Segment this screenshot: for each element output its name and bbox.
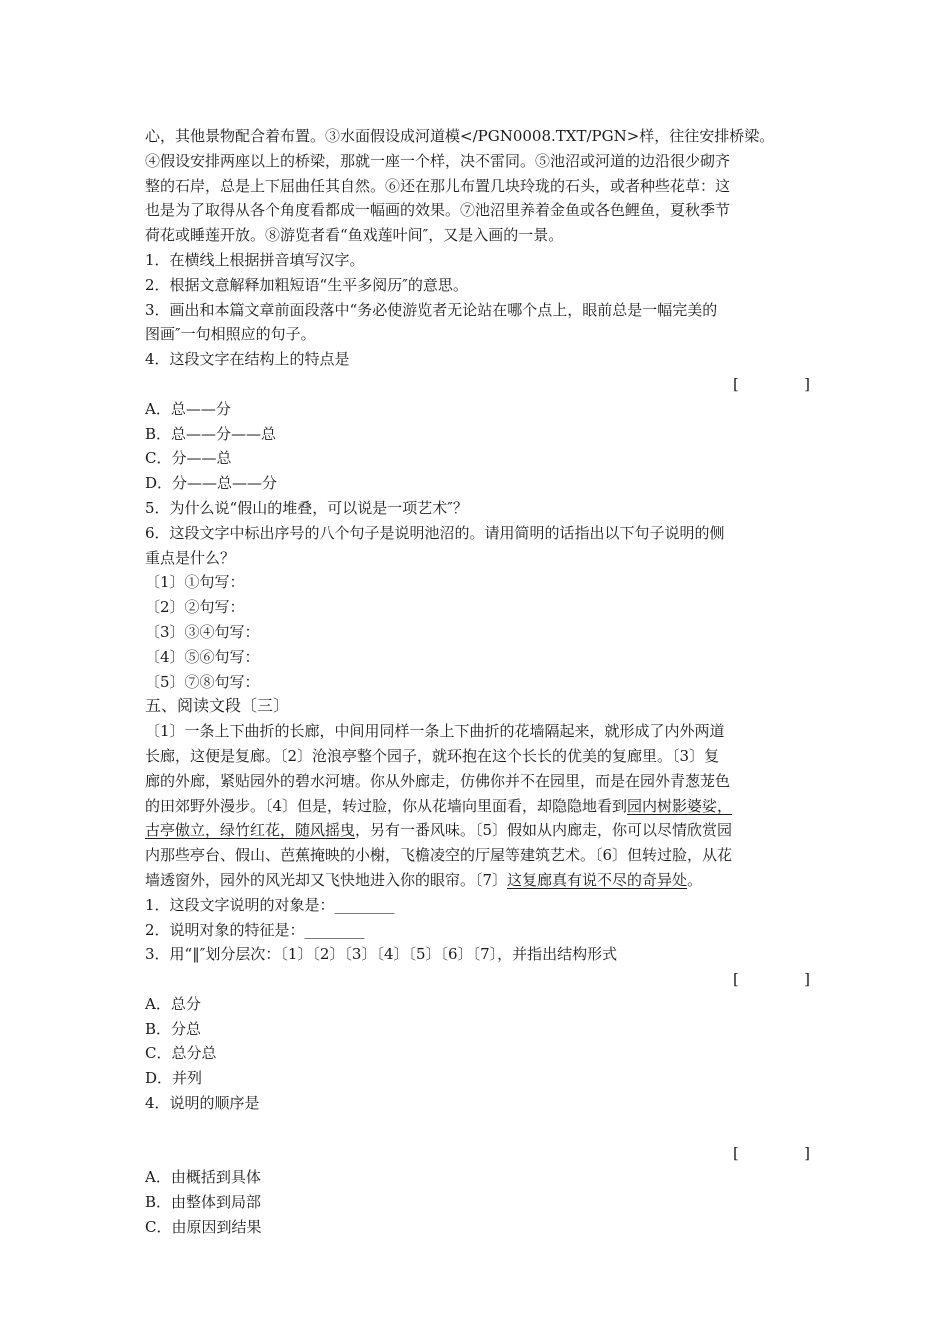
paragraph-line: ④假设安排两座以上的桥梁，那就一座一个样，决不雷同。⑤池沼或河道的边沿很少砌齐 xyxy=(145,151,731,170)
option: C．总分总 xyxy=(145,1044,217,1063)
option: B．总——分——总 xyxy=(145,424,277,443)
sub-question: 〔3〕③④句写： xyxy=(145,622,260,641)
option: D．分——总——分 xyxy=(145,474,278,493)
bracket-open: [ xyxy=(733,970,739,989)
paragraph-line: 整的石岸，总是上下屈曲任其自然。⑥还在那儿布置几块玲珑的石头，或者种些花草：这 xyxy=(145,176,731,195)
option: B．分总 xyxy=(145,1019,202,1038)
question-6-line-a: 6．这段文字中标出序号的八个句子是说明池沼的。请用简明的话指出以下句子说明的侧 xyxy=(145,523,725,542)
question-6-line-b: 重点是什么？ xyxy=(145,548,236,567)
question-2: 2．说明对象的特征是：________ xyxy=(145,920,365,939)
passage-text: ，另有一番风味。〔5〕假如从内廊走，你可以尽情欣赏园 xyxy=(355,821,733,840)
question-3-line-a: 3．画出和本篇文章前面段落中“务必使游览者无论站在哪个点上，眼前总是一幅完美的 xyxy=(145,300,718,319)
passage-line: 长廊，这便是复廊。〔2〕沧浪亭整个园子，就环抱在这个长长的优美的复廊里。〔3〕复 xyxy=(145,746,720,765)
paragraph-line: 心，其他景物配合着布置。③水面假设成河道模</PGN0008.TXT/PGN>样，往往安排桥梁。 xyxy=(145,127,775,145)
answer-bracket xyxy=(145,1141,810,1166)
passage-text: 的田郊野外漫步。〔4〕但是，转过脸，你从花墙向里面看，却隐隐地看到 xyxy=(145,796,628,815)
option: A．由概括到具体 xyxy=(145,1168,261,1187)
passage-text: 。 xyxy=(687,870,703,889)
bracket-close: ] xyxy=(804,970,810,989)
section-title: 五、阅读文段〔三〕 xyxy=(145,696,290,716)
passage-line: 内那些亭台、假山、芭蕉掩映的小榭，飞檐凌空的厅屋等建筑艺术。〔6〕但转过脸，从花 xyxy=(145,846,733,865)
question-3-line-b: 图画″一句相照应的句子。 xyxy=(145,325,316,344)
sub-question: 〔2〕②句写： xyxy=(145,598,245,617)
question-2: 2．根据文意解释加粗短语“生平多阅历″的意思。 xyxy=(145,275,468,294)
option: C．分——总 xyxy=(145,449,232,468)
blank-line xyxy=(145,1116,810,1141)
sub-question: 〔4〕⑤⑥句写： xyxy=(145,647,260,666)
option: D．并列 xyxy=(145,1069,203,1088)
question-1: 1．这段文字说明的对象是：________ xyxy=(145,895,395,914)
question-1: 1．在横线上根据拼音填写汉字。 xyxy=(145,250,365,269)
option: A．总分 xyxy=(145,994,201,1013)
question-5: 5．为什么说“假山的堆叠，可以说是一项艺术″？ xyxy=(145,498,468,517)
option: A．总——分 xyxy=(145,399,231,418)
passage-line: 〔1〕一条上下曲折的长廊，中间用同样一条上下曲折的花墙隔起来，就形成了内外两道 xyxy=(145,722,725,741)
question-3: 3．用“‖″划分层次：〔1〕〔2〕〔3〕〔4〕〔5〕〔6〕〔7〕，并指出结构形式 xyxy=(145,945,618,964)
question-4: 4．说明的顺序是 xyxy=(145,1094,260,1113)
paragraph-line: 也是为了取得从各个角度看都成一幅画的效果。⑦池沼里养着金鱼或各色鲤鱼，夏秋季节 xyxy=(145,201,731,220)
passage-line xyxy=(145,794,810,819)
answer-bracket xyxy=(145,967,810,992)
question-4: 4．这段文字在结构上的特点是 xyxy=(145,350,350,369)
answer-bracket xyxy=(145,372,810,397)
page-content xyxy=(145,124,810,1240)
bracket-close: ] xyxy=(804,374,810,393)
sub-question: 〔1〕①句写： xyxy=(145,573,245,592)
underlined-phrase: 园内树影婆娑， xyxy=(627,796,733,815)
underlined-phrase: 古亭傲立，绿竹红花，随风摇曳 xyxy=(145,821,356,840)
option: B．由整体到局部 xyxy=(145,1193,262,1212)
passage-text: 墙透窗外，园外的风光却又飞快地进入你的眼帘。〔7〕 xyxy=(145,870,508,889)
bracket-open: [ xyxy=(733,374,739,393)
bracket-close: ] xyxy=(804,1143,810,1162)
passage-line xyxy=(145,818,810,843)
underlined-phrase: 这复廊真有说不尽的奇异处 xyxy=(507,870,688,889)
sub-question: 〔5〕⑦⑧句写： xyxy=(145,672,260,691)
passage-line: 廊的外廊，紧贴园外的碧水河塘。你从外廊走，仿佛你并不在园里，而是在园外青葱茏色 xyxy=(145,771,731,790)
bracket-open: [ xyxy=(733,1143,739,1162)
option: C．由原因到结果 xyxy=(145,1218,262,1237)
passage-line xyxy=(145,868,810,893)
paragraph-line: 荷花或睡莲开放。⑧游览者看“鱼戏莲叶间″，又是入画的一景。 xyxy=(145,226,564,245)
